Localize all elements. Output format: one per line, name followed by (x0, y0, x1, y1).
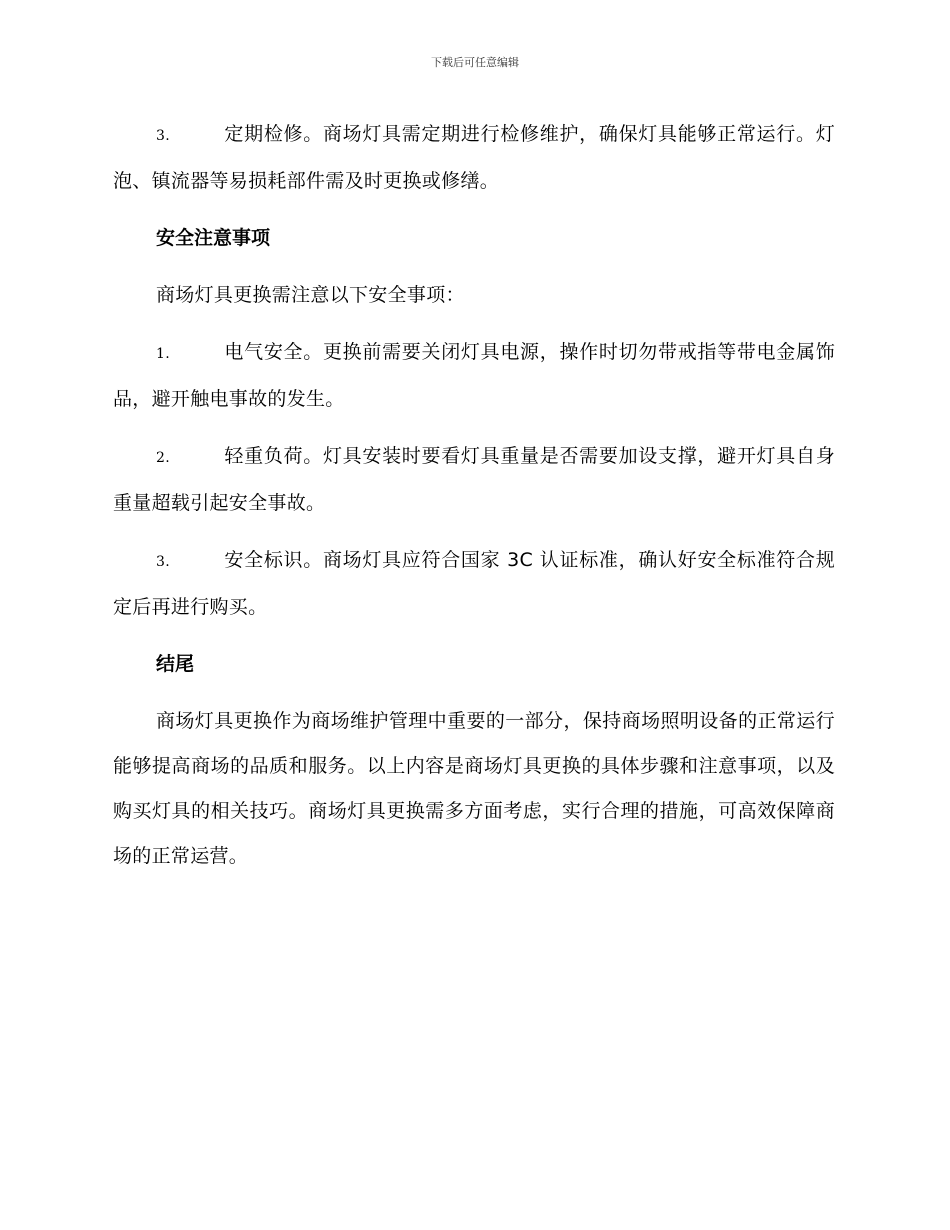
item-number: 2. (156, 450, 170, 466)
document-body (113, 112, 835, 891)
item-number: 1. (156, 346, 170, 362)
item-number: 3. (156, 554, 170, 570)
item-text: 定期检修。商场灯具需定期进行检修维护，确保灯具能够正常运行。灯泡、镇流器等易损耗部件需及时更换或修缮。 (113, 123, 835, 192)
item-number: 3. (156, 128, 170, 144)
item-text: 轻重负荷。灯具安装时要看灯具重量是否需要加设支撑，避开灯具自身重量超载引起安全事故。 (113, 445, 835, 514)
section-heading-ending: 结尾 (156, 653, 195, 675)
ending-paragraph: 商场灯具更换作为商场维护管理中重要的一部分，保持商场照明设备的正常运行能够提高商场的品质和服务。以上内容是商场灯具更换的具体步骤和注意事项，以及购买灯具的相关技巧。商场灯具更换需多方面考虑，实行合理的措施，可高效保障商场的正常运营。 (113, 710, 835, 867)
item-text: 安全标识。商场灯具应符合国家 3C 认证标准，确认好安全标准符合规定后再进行购买。 (113, 549, 835, 618)
numbered-item-load (113, 434, 835, 526)
item-text: 电气安全。更换前需要关闭灯具电源，操作时切勿带戒指等带电金属饰品，避开触电事故的发生。 (113, 341, 835, 410)
numbered-item-electrical (113, 330, 835, 422)
safety-intro: 商场灯具更换需注意以下安全事项： (156, 284, 465, 306)
numbered-item-marking (113, 538, 835, 630)
section-heading-safety: 安全注意事项 (156, 227, 271, 249)
page-header-note: 下载后可任意编辑 (431, 56, 519, 69)
numbered-item-maintenance (113, 112, 835, 204)
